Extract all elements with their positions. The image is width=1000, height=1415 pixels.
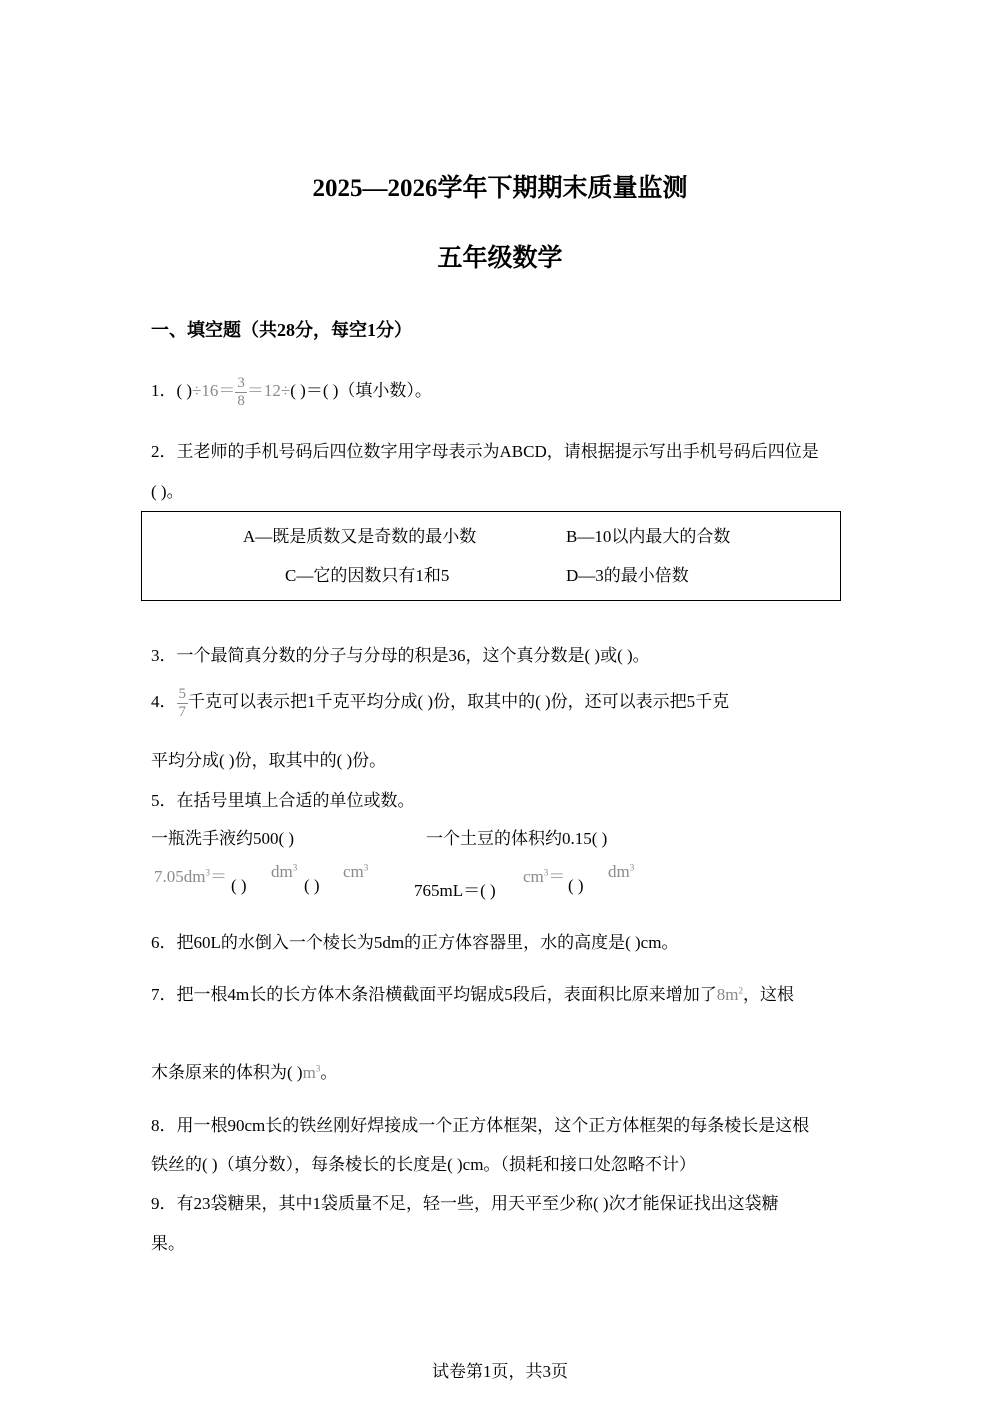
q5-conv1-blank1: ( ) — [231, 876, 247, 895]
q7-text-1-end: ，这根 — [742, 985, 794, 1004]
q5-conv2-unit2: $dm^3$ — [608, 862, 635, 881]
q5-conv2-unit1: $cm^3=$ — [523, 867, 566, 886]
question-1 — [151, 368, 432, 414]
q7-text-2: 木条原来的体积为( ) — [151, 1063, 303, 1082]
page-footer: 试卷第1页，共3页 — [432, 1362, 568, 1381]
q1-fraction: $\frac{3}{8}$ — [237, 374, 245, 409]
q4-text-1: 千克可以表示把1千克平均分成( )份，取其中的( )份，还可以表示把5千克 — [188, 692, 730, 711]
q7-area: $8m^2$ — [716, 985, 743, 1004]
q1-pre: 1．( ) — [151, 381, 193, 400]
question-9-line2: 果。 — [151, 1234, 185, 1253]
hint-b: B—10以内最大的合数 — [566, 527, 731, 546]
question-6: 6．把60L的水倒入一个棱长为5dm的正方体容器里，水的高度是( )cm。 — [151, 933, 679, 952]
q5-conv1-unit1: $dm^3$ — [271, 862, 298, 881]
q5-item-left: 一瓶洗手液约500( ) — [151, 829, 295, 848]
q5-item-right: 一个土豆的体积约0.15( ) — [426, 829, 608, 848]
question-8-line1: 8．用一根90cm长的铁丝刚好焊接成一个正方体框架，这个正方体框架的每条棱长是这根 — [151, 1116, 810, 1135]
q4-number: 4． — [151, 692, 177, 711]
section-heading: 一、填空题（共28分，每空1分） — [151, 320, 412, 340]
q1-post: ( )＝( )（填小数）。 — [290, 381, 432, 400]
question-8-line2: 铁丝的( )（填分数），每条棱长的长度是( )cm。（损耗和接口处忽略不计） — [151, 1155, 696, 1174]
exam-title: 2025—2026学年下期期末质量监测 — [312, 175, 688, 202]
q1-formula-2: ＝12÷ — [246, 381, 291, 400]
q5-conv1-value: $7.05dm^3=$ — [154, 867, 227, 886]
q1-formula-1: ÷16＝ — [192, 381, 236, 400]
question-2-line2: ( )。 — [151, 482, 184, 501]
question-2-line1: 2．王老师的手机号码后四位数字用字母表示为ABCD，请根据提示写出手机号码后四位是 — [151, 442, 819, 461]
question-7-line2 — [151, 1058, 337, 1083]
q5-conv1-blank2: ( ) — [304, 876, 320, 895]
q7-text-1: 7．把一根4m长的长方体木条沿横截面平均锯成5段后，表面积比原来增加了 — [151, 985, 717, 1004]
q7-unit: $m^3$ — [302, 1063, 321, 1082]
q5-conv2-lead: 765mL＝( ) — [414, 881, 496, 900]
hint-d: D—3的最小倍数 — [566, 566, 689, 585]
q5-conv1-unit2: $cm^3$ — [343, 862, 369, 881]
question-3: 3．一个最简真分数的分子与分母的积是36，这个真分数是( )或( )。 — [151, 646, 650, 665]
exam-subtitle: 五年级数学 — [437, 245, 563, 272]
q7-end: 。 — [320, 1063, 338, 1082]
question-7-line1 — [151, 980, 794, 1005]
question-5-title: 5．在括号里填上合适的单位或数。 — [151, 791, 415, 810]
question-4-line2: 平均分成( )份，取其中的( )份。 — [151, 751, 387, 770]
question-9-line1: 9．有23袋糖果，其中1袋质量不足，轻一些，用天平至少称( )次才能保证找出这袋糖 — [151, 1194, 779, 1213]
hint-a: A—既是质数又是奇数的最小数 — [243, 527, 477, 546]
q5-conv2-blank: ( ) — [568, 876, 584, 895]
question-4-line1 — [151, 677, 729, 727]
q4-fraction: $\frac{5}{7}$ — [178, 685, 186, 720]
hint-c: C—它的因数只有1和5 — [285, 566, 450, 585]
